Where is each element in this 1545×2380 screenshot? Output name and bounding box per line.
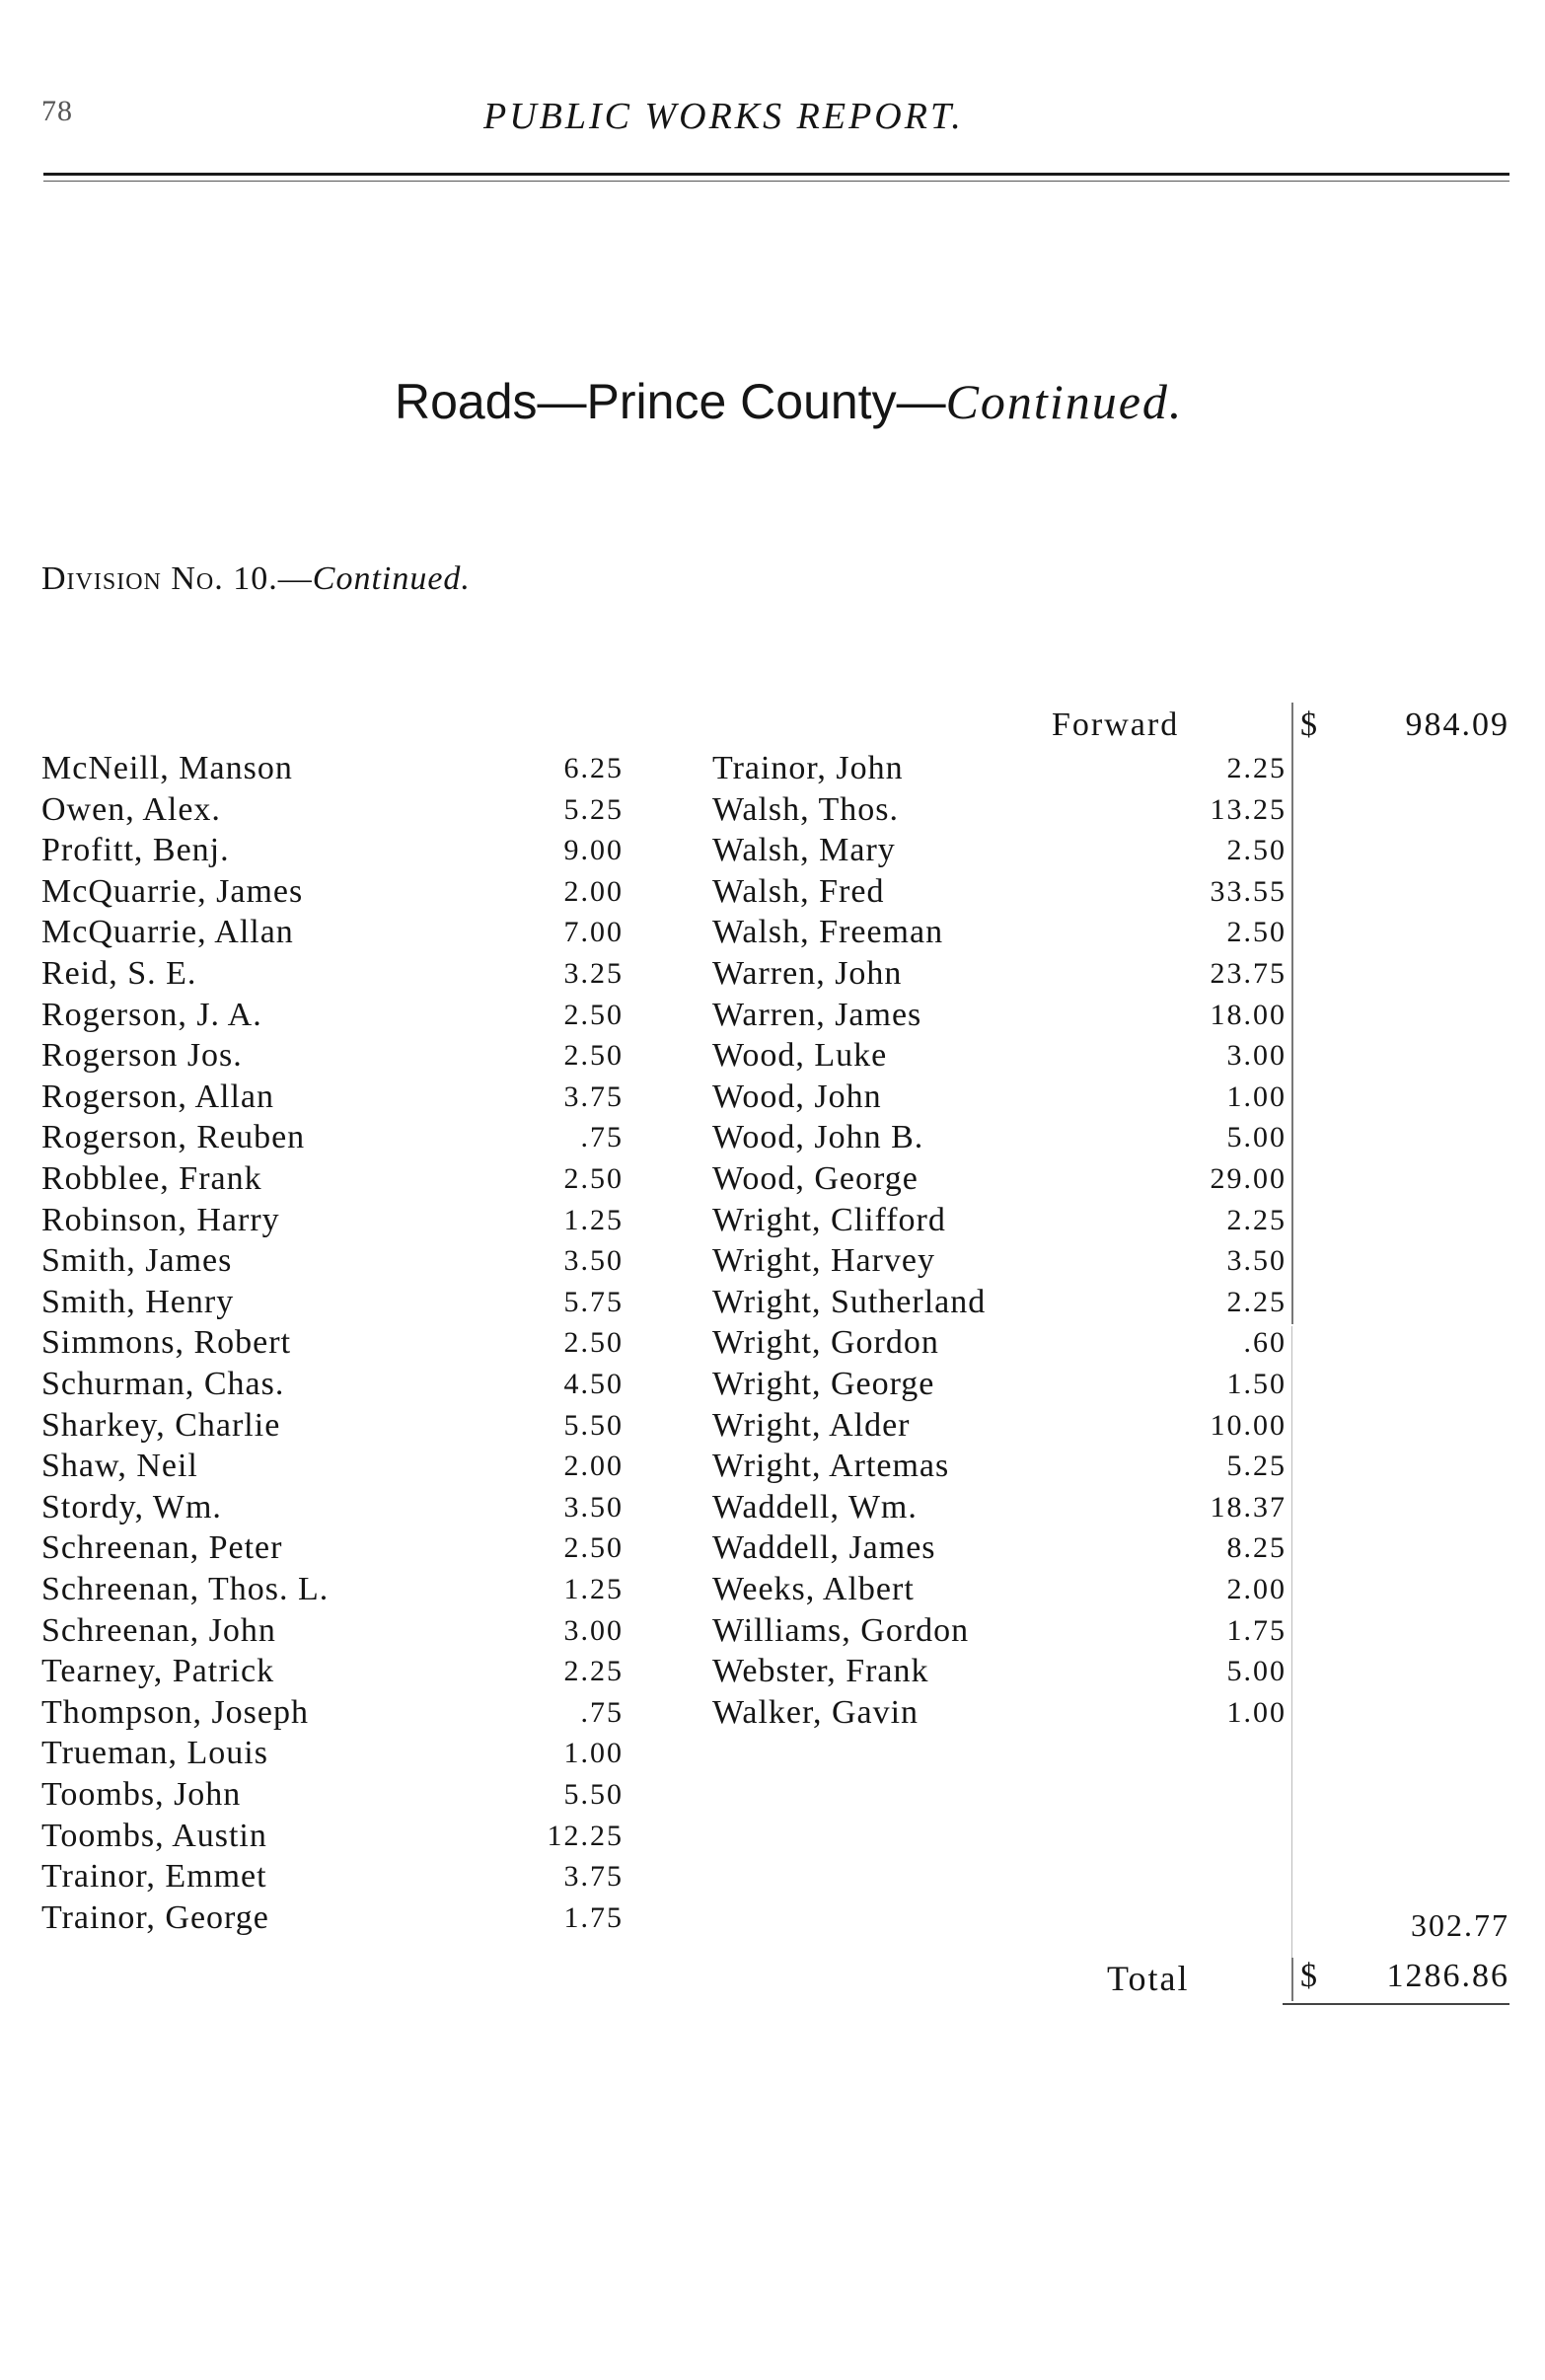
ledger-row bbox=[712, 1240, 1287, 1282]
ledger-row bbox=[712, 871, 1287, 913]
payee-name: Walker, Gavin bbox=[712, 1693, 920, 1731]
payee-amount: 3.75 bbox=[563, 1079, 624, 1113]
payee-name: Trainor, George bbox=[41, 1898, 269, 1936]
ledger-row bbox=[712, 1117, 1287, 1158]
payee-amount: 3.75 bbox=[563, 1860, 624, 1894]
subtotal-value: 302.77 bbox=[1411, 1907, 1509, 1943]
ledger-row bbox=[41, 1569, 624, 1610]
payee-amount: 1.25 bbox=[563, 1203, 624, 1236]
payee-name: Walsh, Mary bbox=[712, 832, 896, 869]
ledger-row bbox=[41, 1692, 624, 1734]
division-heading bbox=[41, 560, 471, 598]
ledger-row bbox=[41, 1077, 624, 1118]
payee-amount: 6.25 bbox=[563, 752, 624, 784]
payee-name: Schreenan, Peter bbox=[41, 1529, 283, 1567]
payee-name: Warren, John bbox=[712, 955, 903, 992]
payee-amount: 1.50 bbox=[1226, 1368, 1287, 1400]
total-value: 1286.86 bbox=[1386, 1958, 1509, 1994]
payee-name: Shaw, Neil bbox=[41, 1448, 198, 1485]
payee-amount: 2.25 bbox=[563, 1655, 624, 1688]
ledger-row bbox=[712, 1158, 1287, 1200]
payee-name: Rogerson, Allan bbox=[41, 1078, 274, 1115]
payee-name: Webster, Frank bbox=[712, 1653, 929, 1690]
forward-value: 984.09 bbox=[1405, 707, 1509, 743]
ledger-row bbox=[712, 1405, 1287, 1447]
payee-amount: 5.50 bbox=[563, 1408, 624, 1442]
ledger-row bbox=[712, 1035, 1287, 1077]
payee-amount: 2.50 bbox=[563, 998, 624, 1031]
payee-amount: 2.50 bbox=[563, 1326, 624, 1360]
payee-name: Sharkey, Charlie bbox=[41, 1406, 281, 1444]
section-title-main: Roads—Prince County— bbox=[395, 374, 946, 429]
payee-name: Tearney, Patrick bbox=[41, 1653, 275, 1690]
payee-name: Wright, George bbox=[712, 1366, 935, 1402]
payee-amount: 5.00 bbox=[1226, 1121, 1287, 1154]
payee-name: Simmons, Robert bbox=[41, 1324, 292, 1362]
payee-name: Schurman, Chas. bbox=[41, 1366, 285, 1402]
payee-amount: 1.00 bbox=[563, 1737, 624, 1770]
payee-amount: 3.00 bbox=[563, 1613, 624, 1647]
ledger-row bbox=[41, 1158, 624, 1200]
payee-name: Stordy, Wm. bbox=[41, 1488, 222, 1525]
sum-column-rule-faint bbox=[1291, 1326, 1292, 1958]
ledger-row bbox=[712, 1077, 1287, 1118]
payee-amount: 5.00 bbox=[1226, 1655, 1287, 1688]
ledger-row bbox=[41, 1035, 624, 1077]
ledger-row bbox=[712, 1364, 1287, 1405]
ledger-row bbox=[41, 1816, 624, 1857]
ledger-row bbox=[712, 1692, 1287, 1734]
payee-name: Wright, Alder bbox=[712, 1406, 911, 1444]
header-rule-thin bbox=[43, 181, 1509, 182]
payee-name: Weeks, Albert bbox=[712, 1571, 915, 1607]
payee-name: McQuarrie, James bbox=[41, 872, 304, 910]
payee-amount: 2.00 bbox=[563, 874, 624, 908]
payee-name: Waddell, James bbox=[712, 1529, 936, 1567]
payee-name: Wright, Clifford bbox=[712, 1201, 946, 1238]
payee-amount: 9.00 bbox=[563, 834, 624, 867]
ledger-row bbox=[41, 953, 624, 995]
forward-label: Forward bbox=[1052, 707, 1180, 743]
payee-amount: 2.00 bbox=[563, 1450, 624, 1483]
payee-amount: .75 bbox=[580, 1695, 624, 1729]
ledger-row bbox=[41, 1610, 624, 1652]
ledger-row bbox=[41, 1733, 624, 1774]
ledger-row bbox=[712, 995, 1287, 1036]
payee-amount: 5.25 bbox=[1226, 1450, 1287, 1483]
payee-name: Wood, John B. bbox=[712, 1119, 924, 1156]
payee-name: Rogerson Jos. bbox=[41, 1037, 243, 1075]
payee-amount: 4.50 bbox=[563, 1368, 624, 1400]
total-currency: $ bbox=[1300, 1958, 1317, 1994]
payee-name: Smith, Henry bbox=[41, 1283, 235, 1320]
ledger-row bbox=[41, 1282, 624, 1323]
ledger-row bbox=[712, 1651, 1287, 1692]
payee-amount: 7.00 bbox=[563, 916, 624, 949]
ledger-row bbox=[41, 1897, 624, 1939]
payee-name: Wood, Luke bbox=[712, 1037, 888, 1075]
ledger-row bbox=[41, 789, 624, 831]
ledger-row bbox=[41, 1774, 624, 1816]
payee-amount: 18.37 bbox=[1210, 1490, 1287, 1524]
payee-amount: 5.50 bbox=[563, 1778, 624, 1811]
ledger-row bbox=[41, 830, 624, 871]
payee-name: Walsh, Thos. bbox=[712, 790, 900, 828]
payee-name: Profitt, Benj. bbox=[41, 832, 230, 869]
payee-name: Warren, James bbox=[712, 996, 922, 1033]
ledger-row bbox=[712, 748, 1287, 789]
division-continued: Continued. bbox=[312, 560, 471, 597]
payee-amount: .60 bbox=[1243, 1326, 1287, 1360]
payee-name: Rogerson, J. A. bbox=[41, 996, 262, 1033]
payee-name: Trainor, John bbox=[712, 750, 904, 786]
ledger-row bbox=[41, 1364, 624, 1405]
total-label: Total bbox=[1107, 1959, 1190, 1998]
division-label: Division No. 10.— bbox=[41, 560, 313, 597]
payee-amount: 3.50 bbox=[563, 1490, 624, 1524]
ledger-row bbox=[712, 953, 1287, 995]
payee-amount: 18.00 bbox=[1210, 998, 1287, 1031]
payee-amount: 8.25 bbox=[1226, 1531, 1287, 1565]
ledger-row bbox=[41, 995, 624, 1036]
payee-name: Wright, Harvey bbox=[712, 1242, 936, 1280]
payee-amount: 3.50 bbox=[563, 1244, 624, 1278]
ledger-row bbox=[41, 1200, 624, 1241]
payee-name: Toombs, John bbox=[41, 1776, 242, 1813]
payee-name: Reid, S. E. bbox=[41, 955, 197, 992]
ledger-row bbox=[712, 789, 1287, 831]
payee-amount: .75 bbox=[580, 1121, 624, 1154]
payee-amount: 2.25 bbox=[1226, 1203, 1287, 1236]
ledger-row bbox=[712, 1487, 1287, 1528]
payee-name: Trueman, Louis bbox=[41, 1735, 268, 1772]
ledger-row bbox=[41, 1527, 624, 1569]
payee-amount: 12.25 bbox=[547, 1819, 624, 1852]
payee-amount: 1.75 bbox=[1226, 1613, 1287, 1647]
payee-name: Smith, James bbox=[41, 1242, 233, 1280]
ledger-row bbox=[712, 1569, 1287, 1610]
payee-amount: 10.00 bbox=[1210, 1408, 1287, 1442]
payee-amount: 2.50 bbox=[563, 1162, 624, 1195]
payee-name: Schreenan, John bbox=[41, 1611, 276, 1649]
payee-amount: 3.25 bbox=[563, 957, 624, 990]
ledger-row bbox=[712, 1527, 1287, 1569]
ledger-row bbox=[41, 1651, 624, 1692]
payee-amount: 2.50 bbox=[1226, 916, 1287, 949]
payee-amount: 23.75 bbox=[1210, 957, 1287, 990]
payee-amount: 2.50 bbox=[1226, 834, 1287, 867]
payee-amount: 2.25 bbox=[1226, 752, 1287, 784]
payee-name: Waddell, Wm. bbox=[712, 1488, 918, 1525]
ledger-row bbox=[712, 1322, 1287, 1364]
payee-amount: 2.00 bbox=[1226, 1573, 1287, 1605]
ledger-row bbox=[41, 1446, 624, 1487]
ledger-row bbox=[41, 871, 624, 913]
section-title bbox=[395, 373, 1183, 430]
payee-name: Owen, Alex. bbox=[41, 790, 221, 828]
payee-amount: 1.25 bbox=[563, 1573, 624, 1605]
ledger-row bbox=[41, 1405, 624, 1447]
payee-name: McNeill, Manson bbox=[41, 750, 293, 786]
ledger-row bbox=[712, 912, 1287, 953]
payee-amount: 3.50 bbox=[1226, 1244, 1287, 1278]
payee-amount: 1.75 bbox=[563, 1900, 624, 1934]
payee-name: Thompson, Joseph bbox=[41, 1693, 309, 1731]
payee-name: Robblee, Frank bbox=[41, 1160, 262, 1197]
total-column-rule bbox=[1291, 1958, 1293, 2001]
ledger-row bbox=[41, 1322, 624, 1364]
header-rule bbox=[43, 173, 1509, 176]
ledger-row bbox=[41, 1856, 624, 1897]
payee-name: Trainor, Emmet bbox=[41, 1858, 267, 1896]
payee-name: Rogerson, Reuben bbox=[41, 1119, 306, 1156]
payee-name: Walsh, Freeman bbox=[712, 914, 944, 951]
payee-amount: 29.00 bbox=[1210, 1162, 1287, 1195]
payee-name: McQuarrie, Allan bbox=[41, 914, 294, 951]
payee-amount: 13.25 bbox=[1210, 792, 1287, 826]
ledger-row bbox=[41, 1117, 624, 1158]
payee-name: Robinson, Harry bbox=[41, 1201, 280, 1238]
payee-amount: 1.00 bbox=[1226, 1695, 1287, 1729]
section-title-continued: Continued. bbox=[945, 374, 1184, 429]
payee-name: Williams, Gordon bbox=[712, 1611, 970, 1649]
ledger-row bbox=[41, 912, 624, 953]
payee-name: Wood, George bbox=[712, 1160, 919, 1197]
payee-name: Walsh, Fred bbox=[712, 872, 885, 910]
running-head: PUBLIC WORKS REPORT. bbox=[483, 96, 964, 137]
ledger-row bbox=[712, 830, 1287, 871]
page-number: 78 bbox=[41, 95, 73, 127]
payee-amount: 5.25 bbox=[563, 792, 624, 826]
ledger-row bbox=[712, 1282, 1287, 1323]
payee-amount: 1.00 bbox=[1226, 1079, 1287, 1113]
payee-amount: 3.00 bbox=[1226, 1039, 1287, 1073]
ledger-row bbox=[712, 1610, 1287, 1652]
ledger-row bbox=[41, 1487, 624, 1528]
payee-name: Wright, Gordon bbox=[712, 1324, 939, 1362]
forward-currency: $ bbox=[1300, 707, 1317, 743]
payee-amount: 5.75 bbox=[563, 1285, 624, 1318]
total-rule bbox=[1283, 2003, 1509, 2005]
ledger-row bbox=[41, 1240, 624, 1282]
payee-amount: 33.55 bbox=[1210, 874, 1287, 908]
ledger-row bbox=[712, 1200, 1287, 1241]
ledger-row bbox=[712, 1446, 1287, 1487]
payee-name: Wood, John bbox=[712, 1078, 882, 1115]
ledger-row bbox=[41, 748, 624, 789]
sum-column-rule bbox=[1291, 703, 1293, 1324]
payee-name: Schreenan, Thos. L. bbox=[41, 1571, 330, 1607]
payee-amount: 2.50 bbox=[563, 1531, 624, 1565]
payee-amount: 2.25 bbox=[1226, 1285, 1287, 1318]
payee-amount: 2.50 bbox=[563, 1039, 624, 1073]
payee-name: Wright, Artemas bbox=[712, 1448, 950, 1485]
payee-name: Toombs, Austin bbox=[41, 1817, 267, 1854]
payee-name: Wright, Sutherland bbox=[712, 1283, 987, 1320]
